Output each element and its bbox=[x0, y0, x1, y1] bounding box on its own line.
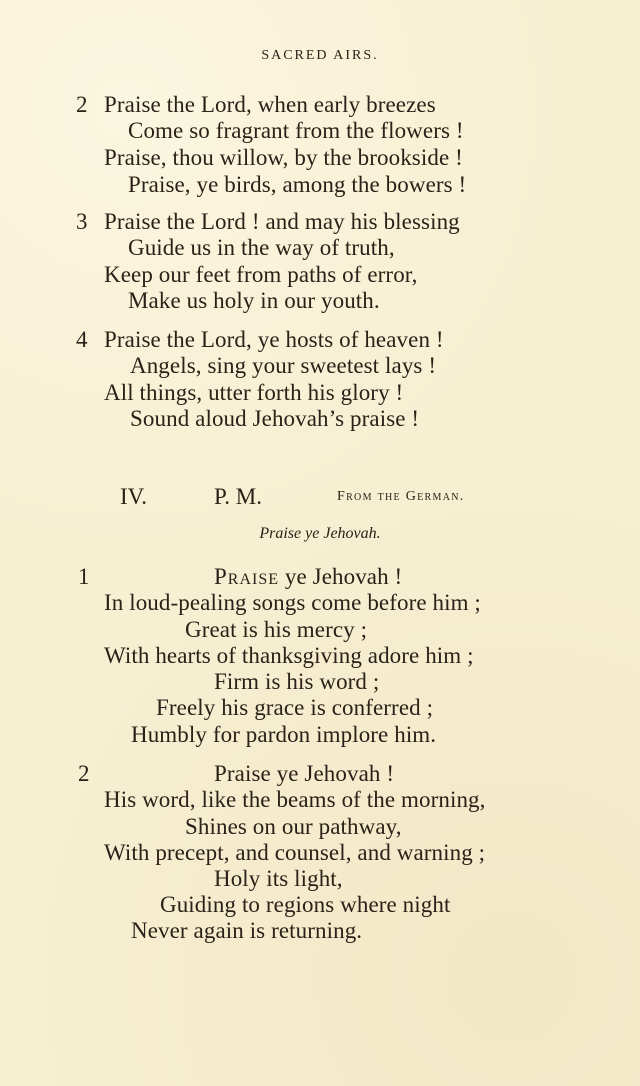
verse-line: Praise ye Jehovah ! bbox=[214, 761, 395, 786]
verse-line: With precept, and counsel, and warning ; bbox=[104, 840, 486, 865]
stanza-number: 2 bbox=[76, 92, 88, 117]
verse-line: In loud-pealing songs come before him ; bbox=[104, 590, 481, 615]
verse-line-first bbox=[214, 564, 402, 590]
verse-line: Praise the Lord, when early breezes bbox=[104, 92, 436, 117]
verse-line: Praise, thou willow, by the brookside ! bbox=[104, 145, 463, 170]
verse-line: Make us holy in our youth. bbox=[128, 288, 380, 313]
stanza-number: 3 bbox=[76, 209, 88, 234]
verse-line: All things, utter forth his glory ! bbox=[104, 380, 404, 405]
verse-line: Freely his grace is conferred ; bbox=[156, 695, 434, 720]
verse-line: Humbly for pardon implore him. bbox=[131, 722, 437, 747]
verse-line: Praise the Lord ! and may his blessing bbox=[104, 209, 460, 234]
verse-line: Guide us in the way of truth, bbox=[128, 235, 395, 260]
hymn-subtitle: Praise ye Jehovah. bbox=[259, 525, 381, 542]
verse-line: Praise, ye birds, among the bowers ! bbox=[128, 172, 467, 197]
verse-line: Keep our feet from paths of error, bbox=[104, 262, 418, 287]
verse-line: With hearts of thanksgiving adore him ; bbox=[104, 643, 474, 668]
verse-line: Holy its light, bbox=[214, 866, 343, 891]
verse-line: Shines on our pathway, bbox=[185, 814, 402, 839]
hymn-number: IV. bbox=[120, 484, 148, 509]
verse-line: Guiding to regions where night bbox=[160, 892, 451, 917]
hymn-source: From the German. bbox=[337, 489, 465, 504]
verse-line: Sound aloud Jehovah’s praise ! bbox=[130, 406, 420, 431]
running-head: SACRED AIRS. bbox=[261, 48, 379, 63]
first-word: Praise bbox=[214, 564, 280, 589]
hymn-meter: P. M. bbox=[214, 484, 262, 509]
stanza-number: 2 bbox=[78, 761, 90, 786]
stanza-number: 1 bbox=[78, 564, 90, 589]
verse-line: Great is his mercy ; bbox=[185, 617, 368, 642]
verse-line: Angels, sing your sweetest lays ! bbox=[130, 353, 437, 378]
verse-line: His word, like the beams of the morning, bbox=[104, 787, 486, 812]
verse-line: Come so fragrant from the flowers ! bbox=[128, 118, 464, 143]
verse-line: Firm is his word ; bbox=[214, 669, 380, 694]
verse-line: Praise the Lord, ye hosts of heaven ! bbox=[104, 327, 444, 352]
stanza-number: 4 bbox=[76, 327, 88, 352]
verse-line: Never again is returning. bbox=[131, 918, 363, 943]
first-line-rest: ye Jehovah ! bbox=[279, 564, 403, 589]
